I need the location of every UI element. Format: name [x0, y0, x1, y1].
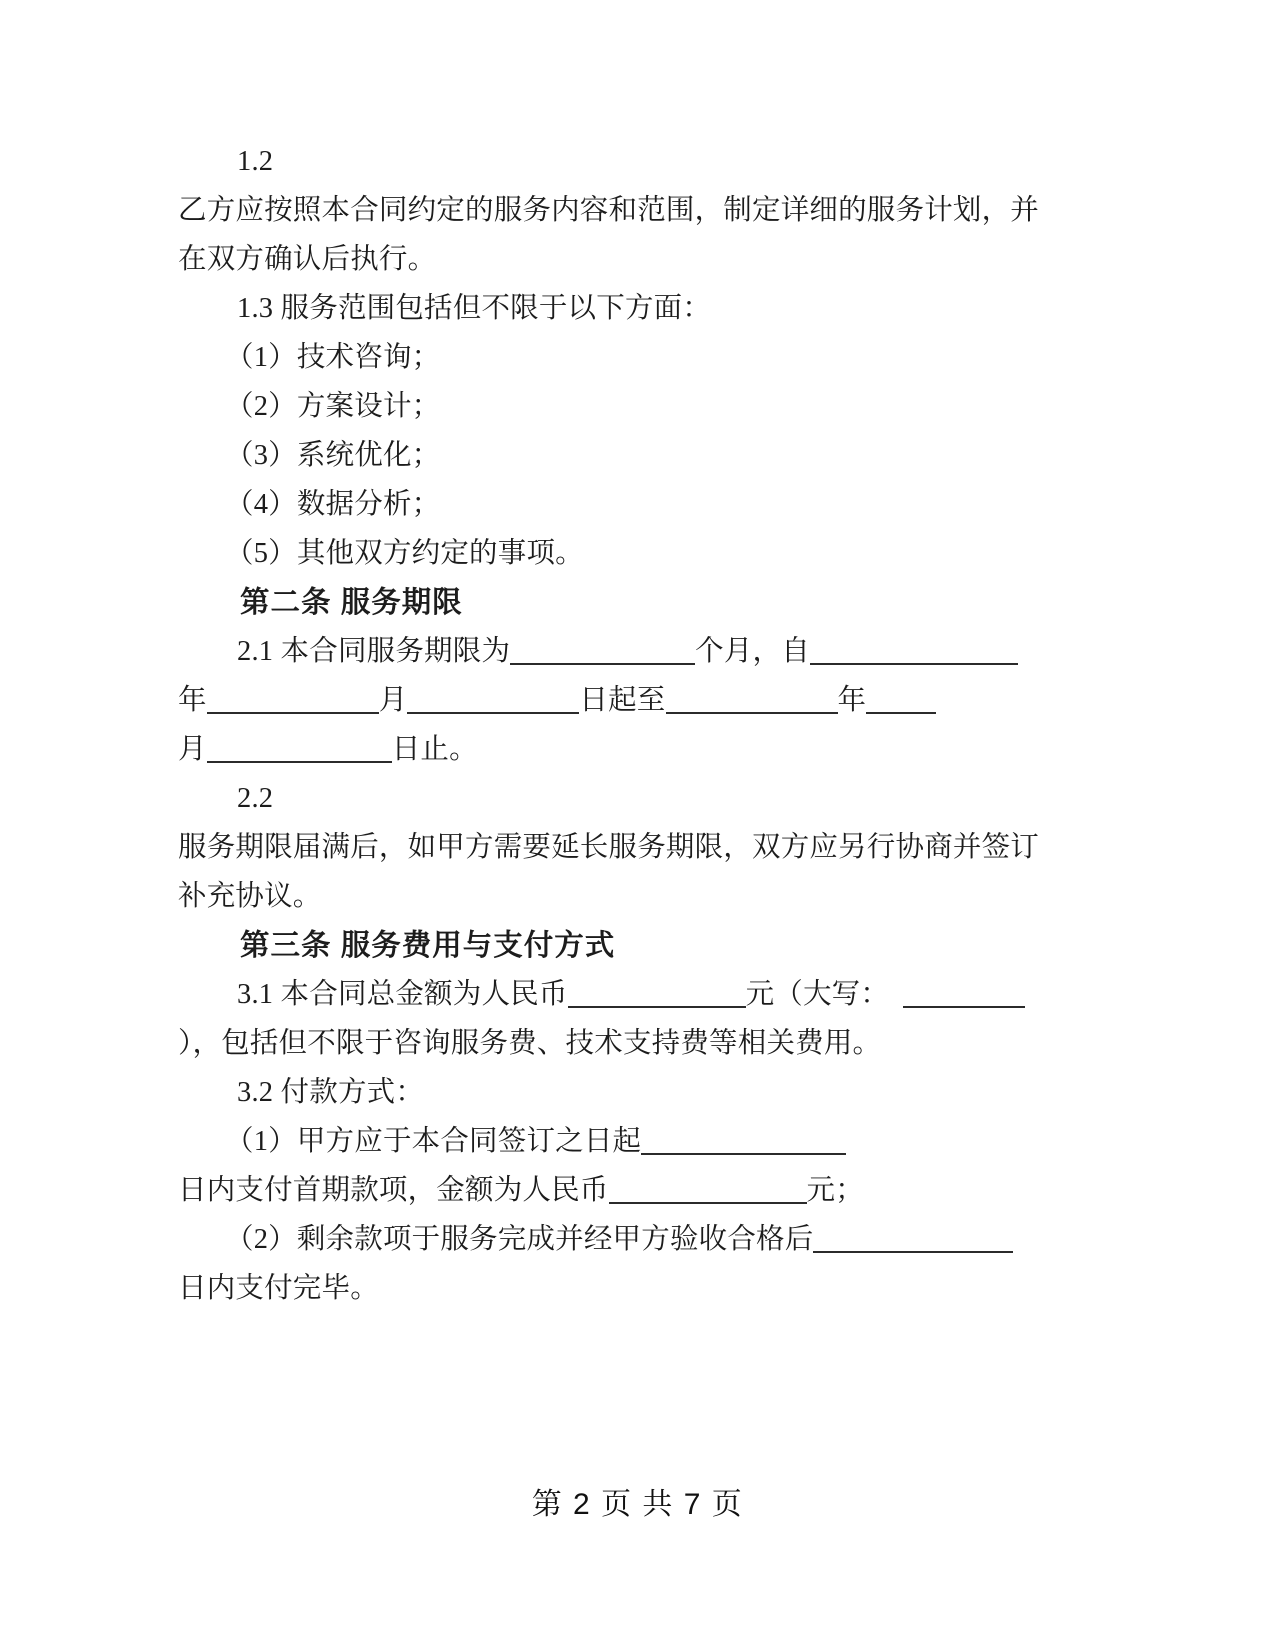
blank-field: [813, 1233, 1013, 1253]
text-run: （1）甲方应于本合同签订之日起: [225, 1126, 642, 1157]
document-line: [178, 774, 1088, 823]
blank-field: [510, 645, 695, 665]
text-run: 个月，自: [695, 636, 810, 667]
text-run: （4）数据分析；: [225, 489, 441, 520]
document-line: [178, 1117, 1088, 1166]
text-run: 乙方应按照本合同约定的服务内容和范围，制定详细的服务计划，并: [178, 195, 1040, 226]
text-run: 2.2: [237, 783, 274, 814]
blank-field: [568, 988, 746, 1008]
document-line: [178, 480, 1088, 529]
text-run: 2.1 本合同服务期限为: [237, 636, 511, 667]
text-run: （2）剩余款项于服务完成并经甲方验收合格后: [225, 1224, 814, 1255]
text-run: 元；: [806, 1175, 864, 1206]
page-number: 第 2 页 共 7 页: [531, 1488, 744, 1521]
text-run: （3）系统优化；: [225, 440, 441, 471]
document-line: [178, 431, 1088, 480]
blank-field: [810, 645, 1018, 665]
text-run: （2）方案设计；: [225, 391, 441, 422]
document-line: [178, 676, 1088, 725]
text-run: （5）其他双方约定的事项。: [225, 538, 584, 569]
clause-heading: [178, 578, 1088, 627]
document-line: [178, 823, 1088, 872]
text-run: 补充协议。: [178, 881, 322, 912]
document-line: [178, 382, 1088, 431]
document-line: [178, 137, 1088, 186]
document-line: [178, 284, 1088, 333]
text-run: 第二条 服务期限: [240, 586, 463, 619]
text-run: 月: [378, 685, 408, 716]
document-line: [178, 235, 1088, 284]
text-run: 在双方确认后执行。: [178, 244, 437, 275]
clause-heading: [178, 921, 1088, 970]
document-line: [178, 970, 1088, 1019]
text-run: 日止。: [391, 734, 478, 765]
blank-field: [609, 1184, 807, 1204]
blank-field: [641, 1135, 846, 1155]
document-line: [178, 1019, 1088, 1068]
text-run: 3.2 付款方式：: [237, 1077, 425, 1108]
document-line: [178, 186, 1088, 235]
text-run: 年: [178, 685, 207, 716]
blank-field: [207, 743, 392, 763]
document-line: [178, 1215, 1088, 1264]
text-run: 1.3 服务范围包括但不限于以下方面：: [237, 293, 712, 324]
document-line: [178, 627, 1088, 676]
page-footer: [0, 1479, 1275, 1523]
text-run: （1）技术咨询；: [225, 342, 441, 373]
text-run: 日内支付首期款项，金额为人民币: [178, 1175, 609, 1206]
text-run: 第三条 服务费用与支付方式: [240, 929, 616, 962]
blank-field: [407, 694, 579, 714]
text-run: 3.1 本合同总金额为人民币: [237, 979, 568, 1010]
text-run: 元（大写：: [745, 979, 890, 1010]
document-line: [178, 1264, 1088, 1313]
text-run: 日起至: [579, 685, 666, 716]
text-run: 月: [178, 734, 207, 765]
text-run: 服务期限届满后，如甲方需要延长服务期限，双方应另行协商并签订: [178, 832, 1040, 863]
text-run: 1.2: [237, 146, 274, 177]
blank-field: [666, 694, 838, 714]
text-run: ），包括但不限于咨询服务费、技术支持费等相关费用。: [178, 1028, 882, 1059]
document-line: [178, 1068, 1088, 1117]
text-run: 年: [837, 685, 867, 716]
document-line: [178, 529, 1088, 578]
document-line: [178, 725, 1088, 774]
document-line: [178, 333, 1088, 382]
blank-field: [207, 694, 379, 714]
text-run: 日内支付完毕。: [178, 1273, 379, 1304]
document-body: [178, 137, 1088, 1313]
blank-field: [866, 694, 936, 714]
blank-field: [903, 988, 1025, 1008]
document-line: [178, 872, 1088, 921]
document-line: [178, 1166, 1088, 1215]
